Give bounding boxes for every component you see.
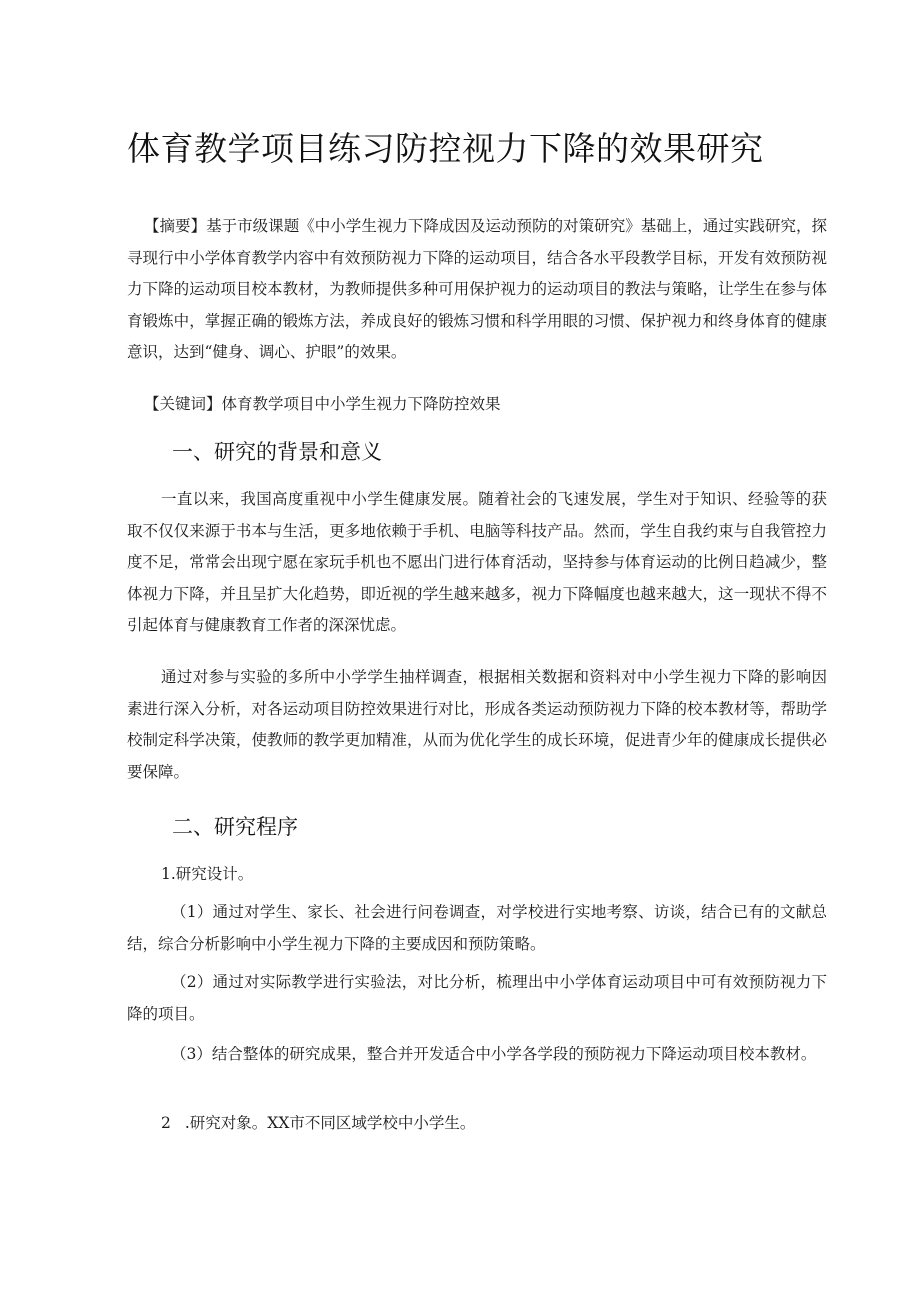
item-research-subjects: [161, 1108, 475, 1140]
item-text: .研究对象。XX市不同区域学校中小学生。: [184, 1114, 476, 1132]
design-sub-item-1: （1）通过对学生、家长、社会进行问卷调查，对学校进行实地考察、访谈，结合已有的文献总结，综合分析影响中小学生视力下降的主要成因和预防策略。: [127, 903, 827, 953]
document-title: 体育教学项目练习防控视力下降的效果研究: [127, 129, 764, 168]
item-research-design: 1.研究设计。: [161, 865, 254, 883]
section-heading-background: 一、研究的背景和意义: [172, 440, 382, 464]
item-number: 2: [161, 1114, 171, 1132]
abstract-paragraph: 【摘要】基于市级课题《中小学生视力下降成因及运动预防的对策研究》基础上，通过实践研究，探寻现行中小学体育教学内容中有效预防视力下降的运动项目，结合各水平段教学目标，开发有效预防视力下降的运动项目校本教材，为教师提供多种可用保护视力的运动项目的教法与策略，让学生在参与体育锻炼中，掌握正确的锻炼方法，养成良好的锻炼习惯和科学用眼的习惯、保护视力和终身体育的健康意识，达到“健身、调心、护眼”的效果。: [127, 217, 827, 361]
background-paragraph-1: 一直以来，我国高度重视中小学生健康发展。随着社会的飞速发展，学生对于知识、经验等的获取不仅仅来源于书本与生活，更多地依赖于手机、电脑等科技产品。然而，学生自我约束与自我管控力度不足，常常会出现宁愿在家玩手机也不愿出门进行体育活动，坚持参与体育运动的比例日趋减少，整体视力下降，并且呈扩大化趋势，即近视的学生越来越多，视力下降幅度也越来越大，这一现状不得不引起体育与健康教育工作者的深深忧虑。: [127, 490, 827, 634]
keywords-line: 【关键词】体育教学项目中小学生视力下降防控效果: [144, 395, 501, 413]
design-sub-item-3: （3）结合整体的研究成果，整合并开发适合中小学各学段的预防视力下降运动项目校本教材。: [171, 1045, 817, 1063]
design-sub-item-2: （2）通过对实际教学进行实验法，对比分析，梳理出中小学体育运动项目中可有效预防视力下降的项目。: [127, 973, 827, 1023]
background-paragraph-2: 通过对参与实验的多所中小学学生抽样调查，根据相关数据和资料对中小学生视力下降的影响因素进行深入分析，对各运动项目防控效果进行对比，形成各类运动预防视力下降的校本教材等，帮助学校制定科学决策，使教师的教学更加精准，从而为优化学生的成长环境，促进青少年的健康成长提供必要保障。: [127, 668, 827, 781]
section-heading-procedure: 二、研究程序: [172, 815, 298, 839]
